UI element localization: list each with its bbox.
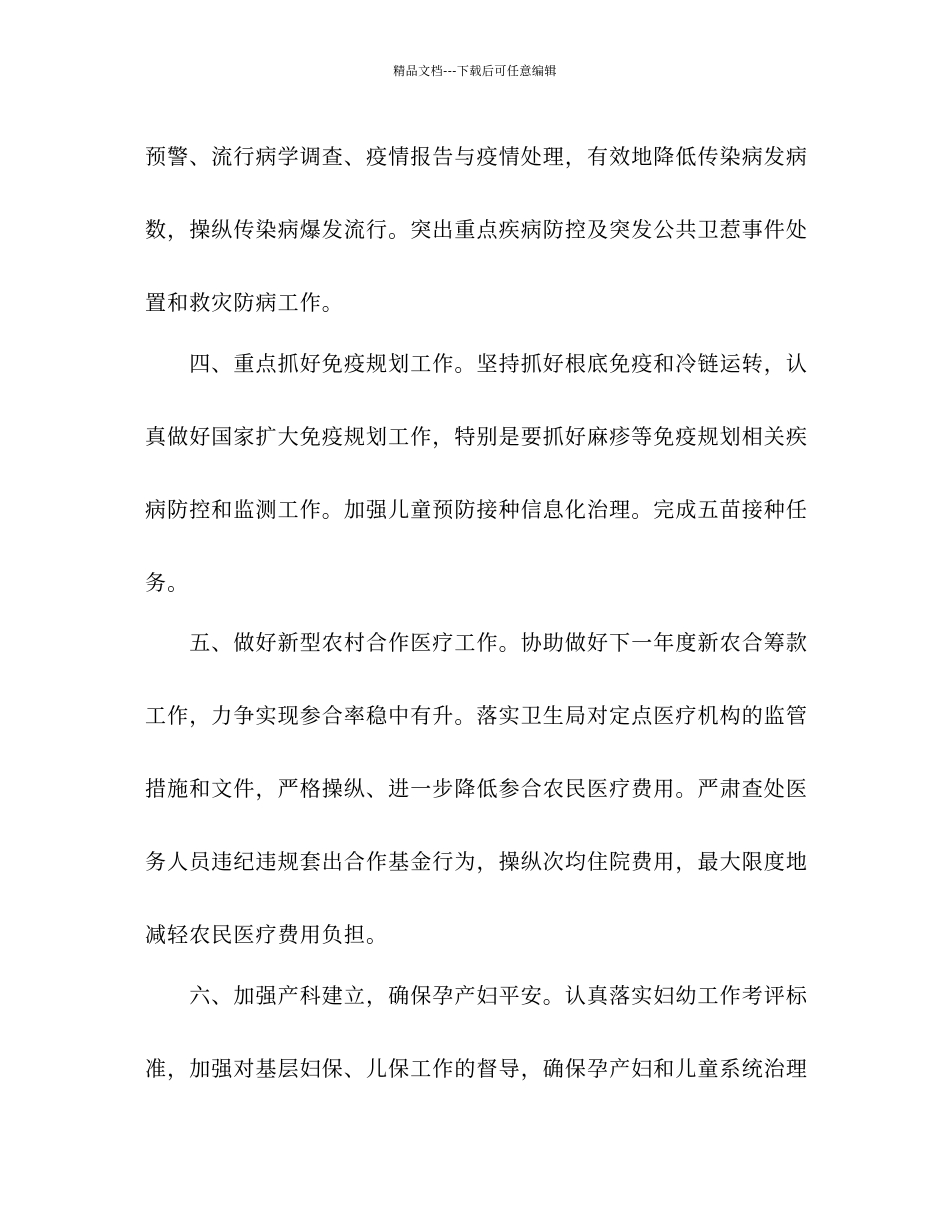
body-line: 准，加强对基层妇保、儿保工作的督导，确保孕产妇和儿童系统治理 xyxy=(145,1057,808,1081)
page-header: 精品文档---下载后可任意编辑 xyxy=(393,64,557,78)
body-line: 预警、流行病学调查、疫情报告与疫情处理，有效地降低传染病发病 xyxy=(145,145,808,169)
body-line: 置和救灾防病工作。 xyxy=(145,291,344,315)
body-line: 真做好国家扩大免疫规划工作，特别是要抓好麻疹等免疫规划相关疾 xyxy=(145,425,808,449)
body-line: 六、加强产科建立，确保孕产妇平安。认真落实妇幼工作考评标 xyxy=(145,984,808,1008)
body-line: 务。 xyxy=(145,571,190,595)
body-line: 措施和文件，严格操纵、进一步降低参合农民医疗费用。严肃查处医 xyxy=(145,777,808,801)
body-line: 病防控和监测工作。加强儿童预防接种信息化治理。完成五苗接种任 xyxy=(145,498,808,522)
body-line: 数，操纵传染病爆发流行。突出重点疾病防控及突发公共卫惹事件处 xyxy=(145,218,808,242)
body-line: 减轻农民医疗费用负担。 xyxy=(145,923,389,947)
body-line: 五、做好新型农村合作医疗工作。协助做好下一年度新农合筹款 xyxy=(145,631,808,655)
body-line: 工作，力争实现参合率稳中有升。落实卫生局对定点医疗机构的监管 xyxy=(145,704,808,728)
body-line: 四、重点抓好免疫规划工作。坚持抓好根底免疫和冷链运转，认 xyxy=(145,352,808,376)
body-line: 务人员违纪违规套出合作基金行为，操纵次均住院费用，最大限度地 xyxy=(145,850,808,874)
